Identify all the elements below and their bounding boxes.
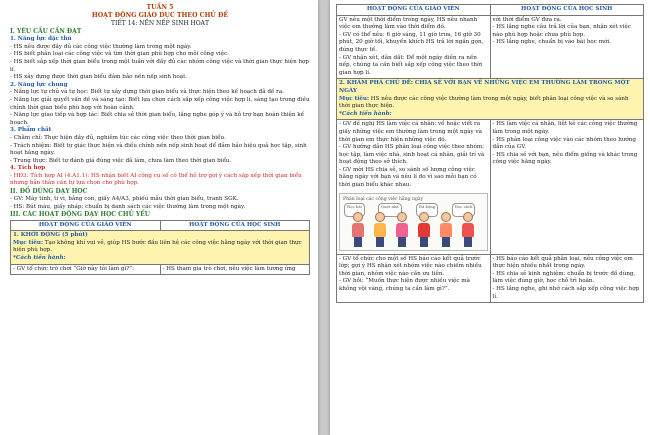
list-item: - HS biết phân loại các công việc và tìm thời gian phù hợp cho mỗi công việc. [10,51,229,58]
list-item: - HS biết sắp xếp thời gian biểu trong một tuần với đầy đủ các nhóm công việc và thời gian thực hiện hợp lí. [10,58,309,73]
child-figure [396,212,408,246]
goal-text: Tạo không khí vui vẻ, giúp HS bước đầu liên hệ các công việc hằng ngày với thời gian thực hiện phù hợp. [13,239,302,254]
activity-title: 2. KHÁM PHÁ CHỦ ĐỀ: CHIA SẺ VỚI BẠN VỀ NHỮNG VIỆC EM THƯỜNG LÀM TRONG MỘT NGÀY [339,80,630,94]
list-item: - GV: Máy tính, ti vi, bảng con, giấy A4/A3, phiếu mẫu thời gian biểu, tranh SGK. [10,196,239,203]
paragraph: - HS lắng nghe, ghi nhớ cách sắp xếp công việc hợp lí. [492,286,640,300]
paragraph: - HS chia sẻ với bạn, nêu điểm giống và khác trong công việc hằng ngày. [492,151,638,166]
paragraph: - GV nhận xét, dẫn dắt: Để một ngày diễn ra nền nếp, chúng ta cần biết sắp xếp công việc theo thời gian hợp lí. [339,54,483,76]
illustration-caption: Phân loại các công việc hằng ngày [343,196,424,202]
column-header-student: HOẠT ĐỘNG CỦA HỌC SINH [490,5,644,16]
child-figure [462,212,474,246]
paragraph: - GV mời HS chia sẻ, so sánh số lượng công việc hằng ngày với bạn và nêu lí do vì sao mỗi bạn có thời gian biểu khác nhau. [339,166,477,189]
qualities-list [10,135,310,165]
section-materials: II. ĐỒ DÙNG DẠY HỌC [10,188,88,196]
column-header-teacher: HOẠT ĐỘNG CỦA GIÁO VIÊN [11,220,161,231]
paragraph: - GV đề nghị HS làm việc cá nhân: về hoặc viết ra giấy những việc em thường làm trong một ngày và thời gian em thực hiện những việc đó. [339,121,482,143]
list-item: - Chăm chỉ: Thực hiện đầy đủ, nghiêm túc các công việc theo thời gian biểu. [10,134,226,141]
list-item: - HS nêu được đầy đủ các công việc thường làm trong một ngày. [10,43,192,50]
table-row [337,79,644,120]
speech-bubble: Quét nhà [378,203,402,217]
teacher-cell [337,15,491,79]
table-row [337,120,644,254]
column-header-teacher: HOẠT ĐỘNG CỦA GIÁO VIÊN [337,5,491,16]
paragraph: - HS chia sẻ kinh nghiệm: chuẩn bị trước đồ dùng, làm việc đúng giờ, học chỗ trì hoãn. [492,270,636,285]
document-page-right [330,0,650,435]
list-item: - Năng lực giao tiếp và hợp tác: Biết chia sẻ thời gian biểu, lắng nghe góp ý và hỗ trợ bạn hoàn thiện kế hoạch. [10,112,305,126]
integration-text: - HĐ3: Tích hợp AI (4.A1.1): HS nhận biết AI công cụ số có thể hỗ trợ gợi ý cách sắp xếp thời gian biểu nhưng bản thân cần tự lựa chọn cho phù hợp. [10,172,302,187]
child-figure [374,212,386,246]
goal-label: Mục tiêu: [13,239,44,246]
paragraph: - HS làm việc cá nhân, liệt kê các công việc thường làm trong một ngày. [492,121,638,135]
paragraph: - HS lắng nghe câu trả lời của bạn, nhận xét việc nào phù hợp hoặc chưa phù hợp. [492,24,631,38]
subsection-general-competence: 2. Năng lực chung [10,81,68,88]
document-page-left [0,0,318,435]
student-cell [490,120,644,254]
list-item: - Năng lực tự chủ và tự học: Biết tự xây dựng thời gian biểu và thực hiện theo kế hoạch đã đề ra. [10,89,284,96]
week-label: TUẦN 5 [146,4,174,11]
document-title: HOẠT ĐỘNG GIÁO DỤC THEO CHỦ ĐỀ [91,12,229,19]
activity-goal [339,96,641,111]
subsection-specific-competence: 1. Năng lực đặc thù [10,36,72,43]
goal-text: HS nêu được các công việc thường làm trong một ngày, biết phân loại công việc và so sánh thời gian thực hiện. [339,95,629,110]
teacher-cell: - GV tổ chức trò chơi “Giờ này tôi làm gì?”: [11,264,161,275]
paragraph: - HS phân loại công việc vào các nhóm theo hướng dẫn của GV. [492,136,636,151]
procedure-label: *Cách tiến hành: [339,110,392,117]
activities-table [10,220,310,276]
column-header-student: HOẠT ĐỘNG CỦA HỌC SINH [160,220,310,231]
speech-bubble: Đọc sách [452,203,475,217]
teacher-cell [337,120,491,254]
paragraph: - HS báo cáo kết quả phân loại, nêu công việc em thực hiện nhiều nhất trong ngày. [492,255,633,270]
student-cell: - HS tham gia trò chơi, nêu việc làm tương ứng [160,264,310,275]
speech-bubble: Đá bóng [416,203,438,217]
paragraph: - HS lắng nghe, chuẩn bị vào bài học mới. [492,39,611,46]
table-header-row [11,220,310,231]
goal-label: Mục tiêu: [339,95,370,102]
teacher-cell [337,254,491,303]
page-content [336,0,644,303]
child-figure [418,212,430,246]
activity-title: 1. KHỞI ĐỘNG (5 phút) [13,232,88,239]
table-row [11,264,310,275]
list-item: - Trách nhiệm: Biết tự giác thực hiện và điều chỉnh nền nếp sinh hoạt để đảm bảo hiệu quả học tập, sinh hoạt hằng ngày. [10,142,307,157]
list-item: - HS: Bút màu, giấy nháp; chuẩn bị danh sách các việc thường làm trong một ngày. [10,203,246,210]
activity-goal [13,240,307,255]
general-competence-list [10,89,310,127]
paragraph: - GV có thể nêu: 6 giờ sáng, 11 giờ trưa, 16 giờ 30 phút, 20 giờ tối, khuyến khích HS trả lời ngắn gọn, đúng thực tế. [339,31,484,53]
section-requirements: I. YÊU CẦU CẦN ĐẠT [10,28,82,35]
subsection-integration: 4. Tích hợp [10,165,46,172]
paragraph: - GV tổ chức cho một số HS báo cáo kết quả trước lớp; gợi ý HS nhận xét nhóm việc nào chiếm nhiều thời gian, nhóm việc nào cần ưu tiên. [339,255,482,277]
section-activities: III. CÁC HOẠT ĐỘNG DẠY HỌC CHỦ YẾU [10,211,151,219]
lesson-title: TIẾT 14: NỀN NẾP SINH HOẠT [111,20,209,27]
paragraph: GV nêu một thời điểm trong ngày, HS nêu nhanh việc em thường làm vào thời điểm đó. [339,16,478,31]
activities-table-continued [336,4,644,303]
paragraph: với thời điểm GV đưa ra. [492,16,562,23]
student-cell [490,254,644,303]
table-row [11,231,310,264]
list-item: - Năng lực giải quyết vấn đề và sáng tạo: Biết lựa chọn cách sắp xếp công việc hợp lí, sáng tạo trong điều chỉnh thời gian biểu phù hợp với hoàn cảnh. [10,96,310,111]
child-figure [440,212,452,246]
specific-competence-list [10,44,310,82]
illustration [339,193,488,251]
student-cell [490,15,644,79]
speech-bubble: Học bài [344,203,365,217]
paragraph: - GV hỏi: “Muốn thực hiện được nhiều việc mà không vội vàng, chúng ta cần làm gì?”. [339,278,470,293]
table-header-row [337,5,644,16]
table-row [337,15,644,79]
subsection-qualities: 3. Phẩm chất [10,127,52,134]
procedure-label: *Cách tiến hành: [13,255,66,262]
table-row [337,254,644,303]
child-figure [352,212,364,246]
page-content [10,0,310,275]
list-item: - Trung thực: Biết tự đánh giá đúng việc đã làm, chưa làm theo thời gian biểu. [10,157,232,164]
list-item: - HS xây dựng được thời gian biểu đảm bảo nền nếp sinh hoạt. [10,74,188,81]
activity-explore-cell [337,79,644,120]
paragraph: - GV hướng dẫn HS phân loại công việc theo nhóm: học tập, làm việc nhà, sinh hoạt cá nhân, giải trí và hoạt động theo sở thích. [339,144,485,166]
activity-warmup-cell [11,231,310,264]
